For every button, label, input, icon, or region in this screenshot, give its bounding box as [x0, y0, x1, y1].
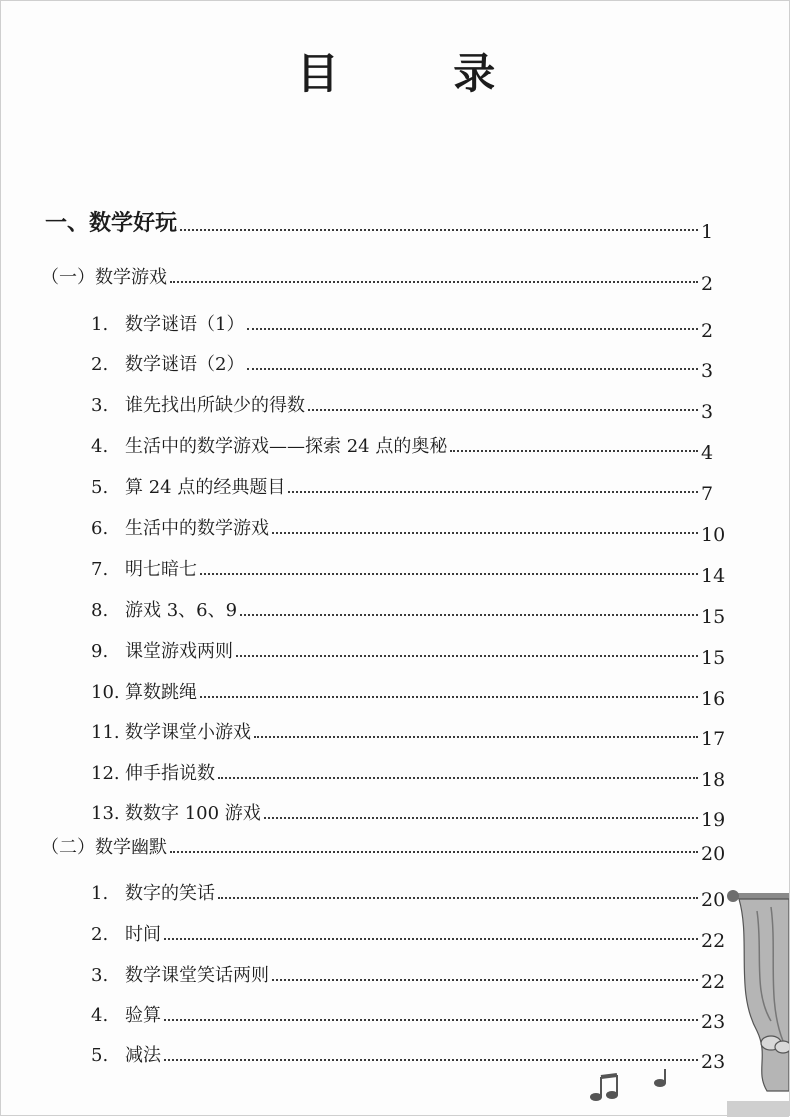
toc-entry-title: 数数字 100 游戏	[125, 803, 261, 824]
toc-item-entry	[1, 1035, 790, 1073]
toc-entry-number: 5.	[91, 1045, 109, 1066]
toc-entry-label	[1, 961, 269, 987]
toc-entry-title: 时间	[125, 924, 161, 945]
toc-entry-number: 1.	[91, 314, 109, 335]
dot-leader	[164, 1019, 698, 1021]
toc-entry-number: 6.	[91, 518, 109, 539]
toc-entry-title: 数学谜语（2）	[125, 354, 245, 375]
toc-entry-label	[1, 514, 269, 540]
dot-leader	[272, 979, 698, 981]
toc-entry-number: 8.	[91, 600, 109, 621]
toc-page-number: 16	[701, 688, 726, 710]
toc-page-number: 23	[701, 1051, 726, 1073]
toc-entry-label	[1, 206, 177, 237]
toc-page-number: 15	[701, 606, 726, 628]
toc-entry-number: 13.	[91, 803, 120, 824]
toc-entry-title: 一、数学好玩	[45, 211, 178, 236]
toc-entry-number: 2.	[91, 354, 109, 375]
toc-entry-label	[1, 759, 215, 785]
page-title: 目 录	[296, 49, 546, 98]
toc-entry-title: 数学谜语（1）	[125, 314, 245, 335]
toc-section-entry	[1, 257, 790, 295]
toc-entry-number: 3.	[91, 395, 109, 416]
dot-leader	[218, 777, 698, 779]
toc-item-entry	[1, 344, 790, 382]
toc-page-number: 17	[701, 728, 726, 750]
toc-entry-label	[1, 799, 261, 825]
toc-entry-label	[1, 473, 285, 499]
toc-entry-title: 数字的笑话	[125, 883, 215, 904]
toc-entry-label	[1, 718, 251, 744]
toc-item-entry	[1, 304, 790, 342]
toc-entry-number: 11.	[91, 722, 120, 743]
toc-entry-label	[1, 350, 244, 376]
toc-page-number: 19	[701, 809, 726, 831]
dot-leader	[247, 368, 698, 370]
toc-item-entry	[1, 955, 790, 993]
toc-entry-number: 9.	[91, 641, 109, 662]
toc-item-entry	[1, 426, 790, 464]
toc-entry-label	[1, 596, 237, 622]
toc-entry-number: 1.	[91, 883, 109, 904]
toc-part-entry	[1, 205, 790, 243]
toc-entry-title: 伸手指说数	[125, 763, 215, 784]
toc-entry-title: 明七暗七	[125, 559, 197, 580]
toc-entry-title: 谁先找出所缺少的得数	[125, 395, 305, 416]
toc-page-number: 18	[701, 769, 726, 791]
dot-leader	[254, 736, 698, 738]
toc-entry-title: 游戏 3、6、9	[125, 600, 238, 621]
toc-item-entry	[1, 549, 790, 587]
toc-page-number: 22	[701, 930, 726, 952]
toc-page-number: 23	[701, 1011, 726, 1033]
toc-entry-label	[1, 678, 197, 704]
toc-entry-label	[1, 920, 161, 946]
toc-entry-title: 生活中的数学游戏	[125, 518, 269, 539]
music-notes-icon	[586, 1067, 676, 1107]
toc-page-number: 2	[701, 273, 714, 295]
dot-leader	[308, 409, 698, 411]
toc-entry-label	[1, 555, 197, 581]
toc-entry-title: 数学课堂小游戏	[125, 722, 251, 743]
toc-entry-number: 10.	[91, 682, 120, 703]
toc-entry-title: 算 24 点的经典题目	[125, 477, 286, 498]
toc-entry-label	[1, 263, 167, 289]
toc-item-entry	[1, 995, 790, 1033]
toc-entry-label	[1, 833, 167, 859]
toc-item-entry	[1, 672, 790, 710]
dot-leader	[218, 897, 698, 899]
toc-page-number: 7	[701, 483, 714, 505]
toc-item-entry	[1, 914, 790, 952]
toc-page-number: 22	[701, 971, 726, 993]
toc-entry-title: 课堂游戏两则	[125, 641, 233, 662]
toc-entry-label	[1, 1001, 161, 1027]
dot-leader	[164, 938, 698, 940]
toc-item-entry	[1, 793, 790, 831]
dot-leader	[272, 532, 698, 534]
toc-item-entry	[1, 712, 790, 750]
dot-leader	[170, 281, 698, 283]
toc-page-number: 10	[701, 524, 726, 546]
toc-item-entry	[1, 467, 790, 505]
toc-page-number: 3	[701, 401, 714, 423]
dot-leader	[170, 851, 698, 853]
dot-leader	[450, 450, 698, 452]
toc-entry-label	[1, 637, 233, 663]
toc-page-number: 1	[701, 221, 714, 243]
toc-entry-title: （二）数学幽默	[41, 837, 167, 858]
toc-entry-title: 减法	[125, 1045, 161, 1066]
toc-page-number: 14	[701, 565, 726, 587]
dot-leader	[200, 573, 698, 575]
dot-leader	[164, 1059, 698, 1061]
toc-entry-number: 4.	[91, 1005, 109, 1026]
toc-page-number: 20	[701, 843, 726, 865]
toc-entry-label	[1, 1041, 161, 1067]
toc-entry-number: 12.	[91, 763, 120, 784]
toc-item-entry	[1, 385, 790, 423]
toc-page-number: 20	[701, 889, 726, 911]
toc-item-entry	[1, 590, 790, 628]
toc-entry-label	[1, 391, 305, 417]
toc-entry-number: 4.	[91, 436, 109, 457]
dot-leader	[288, 491, 698, 493]
toc-entry-number: 7.	[91, 559, 109, 580]
toc-page-number: 2	[701, 320, 714, 342]
toc-item-entry	[1, 753, 790, 791]
toc-page-number: 4	[701, 442, 714, 464]
dot-leader	[180, 229, 698, 231]
dot-leader	[236, 655, 698, 657]
toc-section-entry	[1, 827, 790, 865]
dot-leader	[264, 817, 698, 819]
toc-entry-title: （一）数学游戏	[41, 267, 167, 288]
toc-entry-label	[1, 310, 244, 336]
toc-entry-title: 验算	[125, 1005, 161, 1026]
dot-leader	[247, 328, 698, 330]
theater-curtain-icon	[727, 871, 789, 1117]
toc-item-entry	[1, 508, 790, 546]
toc-entry-number: 2.	[91, 924, 109, 945]
toc-entry-title: 生活中的数学游戏——探索 24 点的奥秘	[125, 436, 448, 457]
toc-entry-title: 数学课堂笑话两则	[125, 965, 269, 986]
toc-page-number: 15	[701, 647, 726, 669]
toc-item-entry	[1, 873, 790, 911]
toc-page-number: 3	[701, 360, 714, 382]
toc-entry-title: 算数跳绳	[125, 682, 197, 703]
dot-leader	[240, 614, 698, 616]
toc-entry-label	[1, 879, 215, 905]
toc-entry-label	[1, 432, 447, 458]
toc-entry-number: 3.	[91, 965, 109, 986]
toc-item-entry	[1, 631, 790, 669]
dot-leader	[200, 696, 698, 698]
toc-entry-number: 5.	[91, 477, 109, 498]
